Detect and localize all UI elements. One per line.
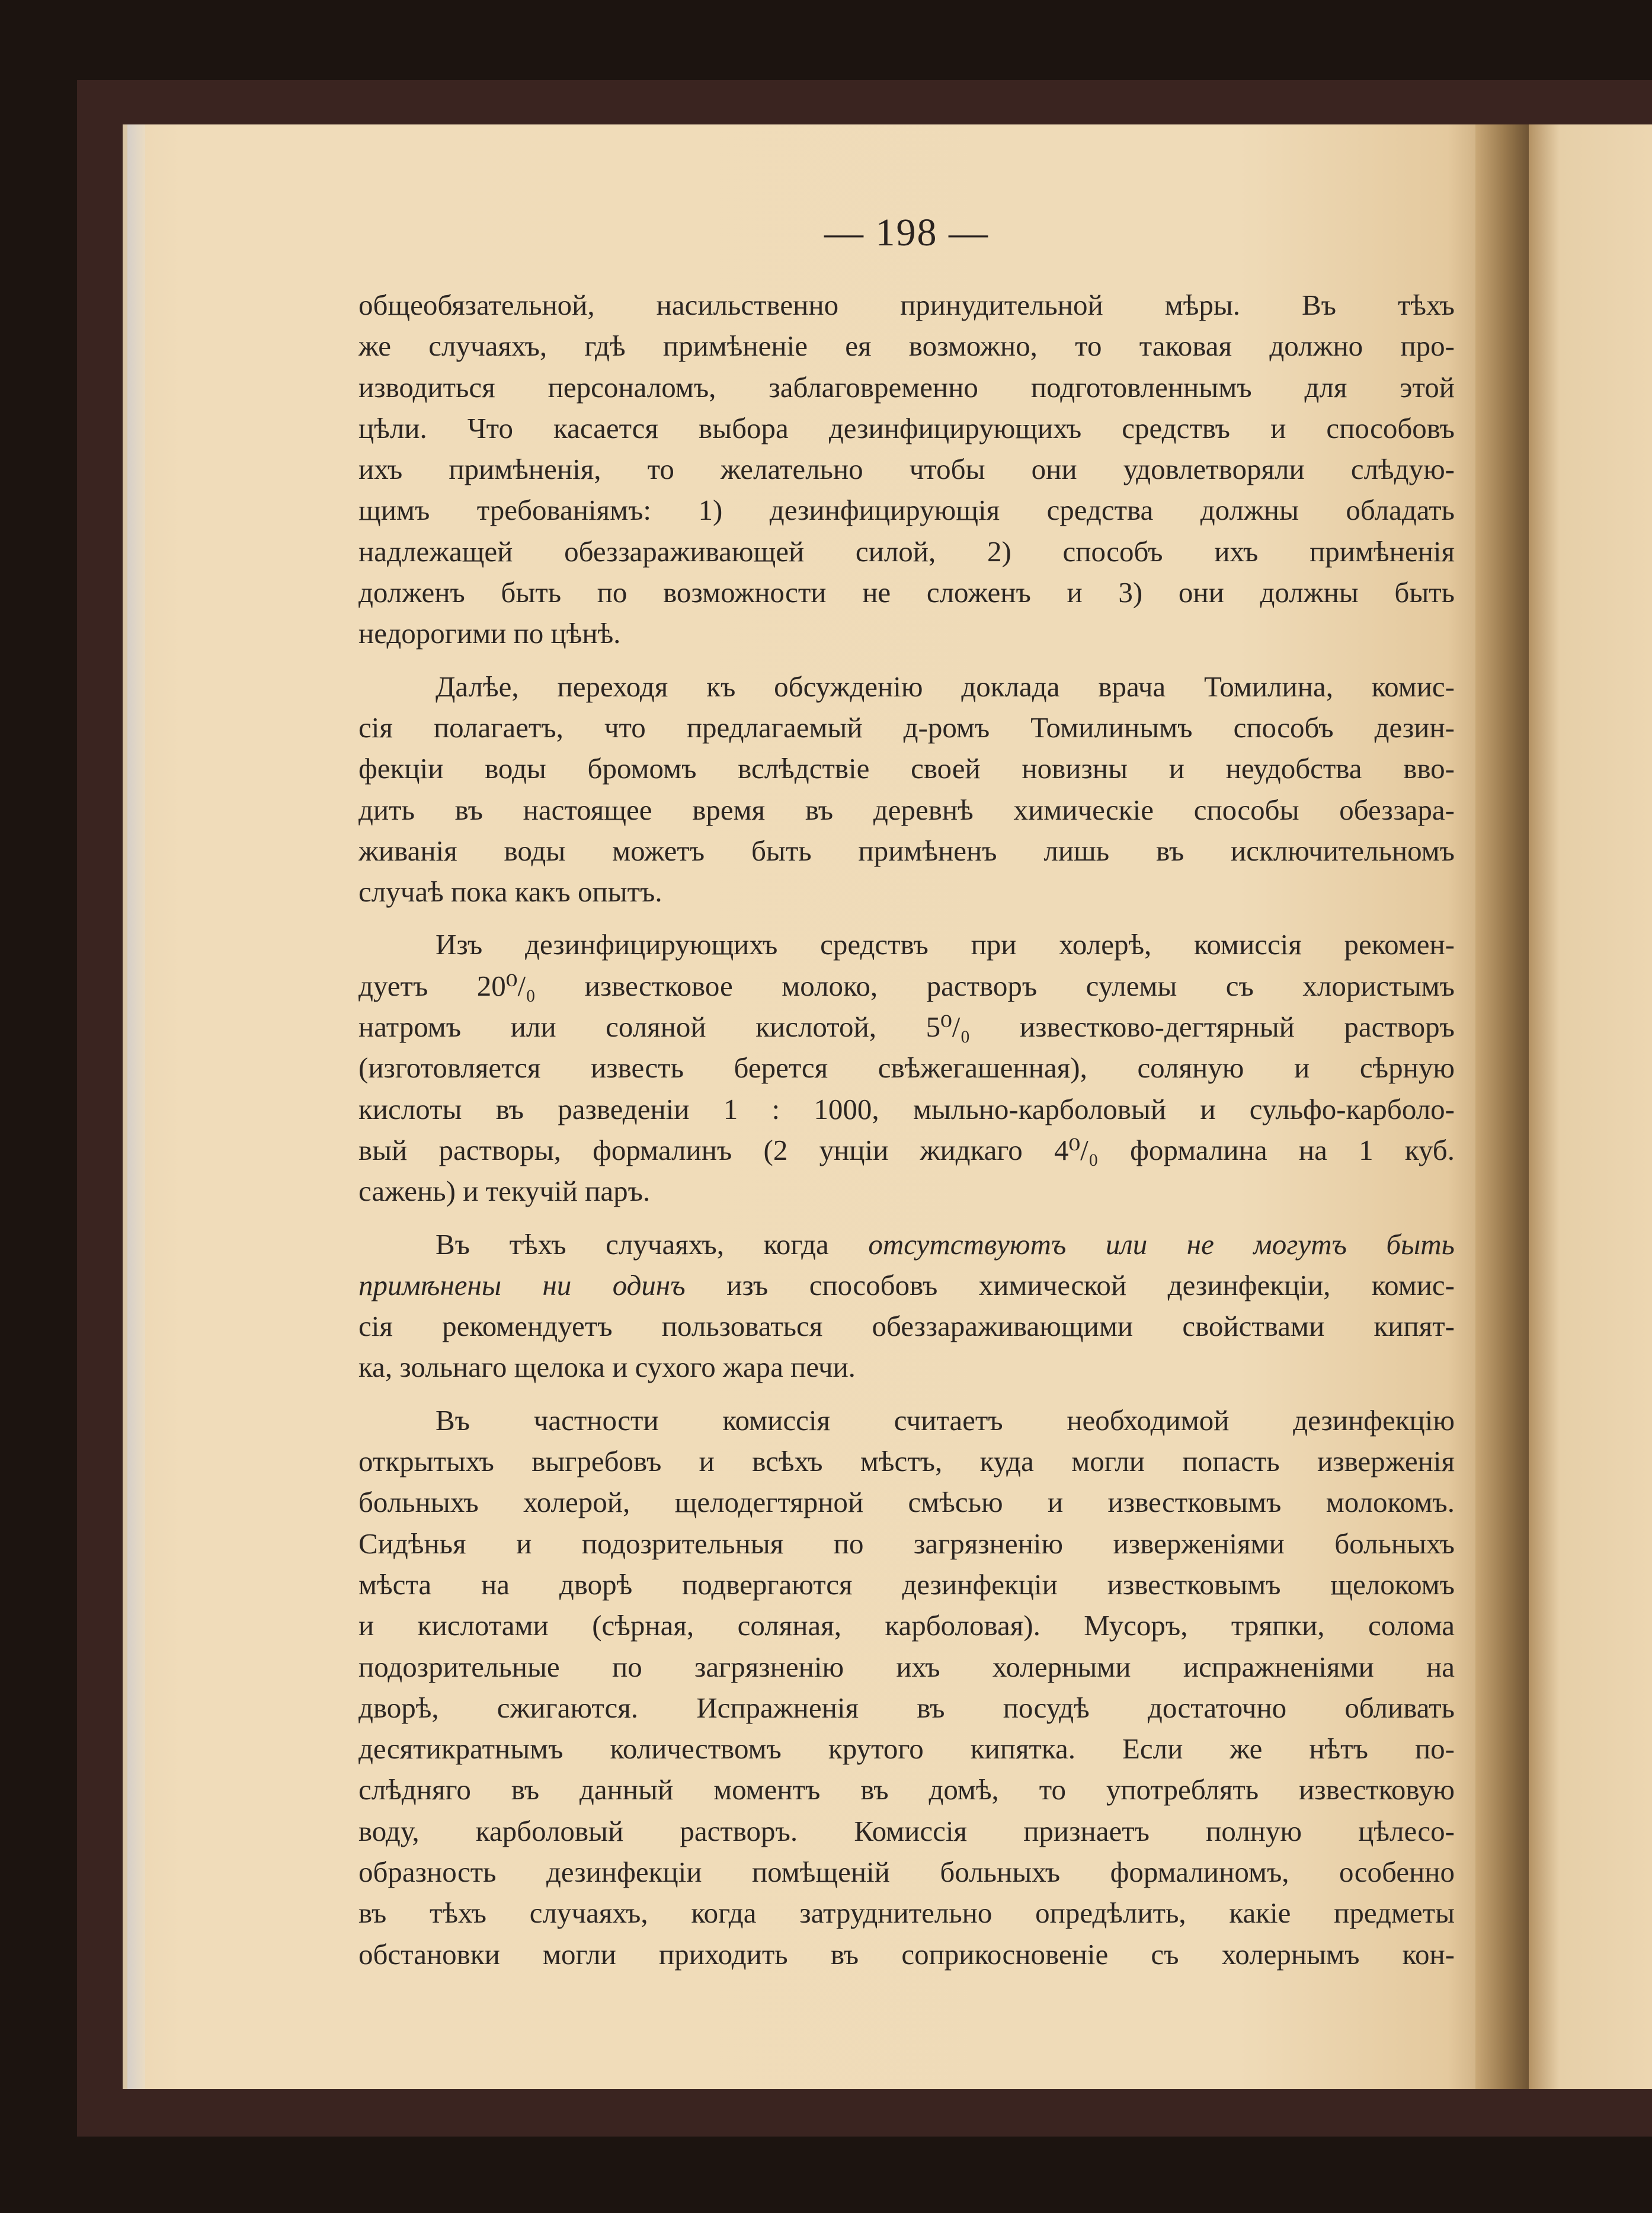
left-page-edge [127,124,145,2089]
text-line: недорогими по цѣнѣ. [358,617,621,650]
text-line: въ тѣхъ случаяхъ, когда затруднительно опредѣлить, какіе предметы [358,1897,1455,1930]
text-line: общеобязательной, насильственно принудительной мѣры. Въ тѣхъ [358,289,1455,321]
text-line: обстановки могли приходить въ соприкосновеніе съ холернымъ кон- [358,1937,1455,1971]
text-line: Въ частности комиссія считаетъ необходимой дезинфекцію [436,1403,1455,1437]
italic-emphasis: примѣнены ни одинъ [358,1268,686,1301]
text-line: дворѣ, сжигаются. Испражненія въ посудѣ достаточно обливать [358,1691,1455,1724]
text-line: ихъ примѣненія, то желательно чтобы они удовлетворяли слѣдую- [358,453,1455,486]
left-page-text [358,284,1455,1975]
text-line: щимъ требованіямъ: 1) дезинфицирующія средства должны обладать [358,494,1455,527]
book-gutter [1475,124,1529,2089]
paragraph-gap [358,1212,1455,1224]
text-span: изъ способовъ химической дезинфекціи, комис- [685,1268,1455,1301]
text-line: кислоты въ разведеніи 1 : 1000, мыльно-карболовый и сульфо-карболо- [358,1092,1455,1125]
paragraph-gap [358,654,1455,666]
text-line: случаѣ пока какъ опытъ. [358,875,662,909]
text-line: (изготовляется известь берется свѣжегашенная), соляную и сѣрную [358,1051,1455,1085]
text-line: слѣдняго въ данный моментъ въ домѣ, то употреблять известковую [358,1773,1455,1806]
text-line: вый растворы, формалинъ (2 унціи жидкаго 4⁰/₀ формалина на 1 куб. [358,1133,1455,1166]
text-line: фекціи воды бромомъ вслѣдствіе своей новизны и неудобства вво- [358,752,1455,785]
text-line [358,1224,1455,1265]
text-line: сажень) и текучій паръ. [358,1175,651,1208]
paragraph-gap [358,912,1455,924]
text-line: сія рекомендуетъ пользоваться обеззараживающими свойствами кипят- [358,1310,1455,1343]
text-line: надлежащей обеззараживающей силой, 2) способъ ихъ примѣненія [358,535,1455,568]
text-line: натромъ или соляной кислотой, 5⁰/₀ известково-дегтярный растворъ [358,1010,1455,1044]
text-line: же случаяхъ, гдѣ примѣненіе ея возможно, то таковая должно про- [358,330,1455,363]
text-line: ка, зольнаго щелока и сухого жара печи. [358,1351,856,1384]
text-line: живанія воды можетъ быть примѣненъ лишь въ исключительномъ [358,834,1455,867]
text-line: дуетъ 20⁰/₀ известковое молоко, растворъ сулемы съ хлористымъ [358,969,1455,1002]
text-line: долженъ быть по возможности не сложенъ и 3) они должны быть [358,576,1455,609]
page-number: — 198 — [824,211,989,254]
text-line: подозрительные по загрязненію ихъ холерными испражненіями на [358,1650,1455,1683]
text-line: больныхъ холерой, щелодегтярной смѣсью и известковымъ молокомъ. [358,1486,1455,1519]
text-line: Далѣе, переходя къ обсужденію доклада врача Томилина, комис- [436,670,1455,703]
text-line: дить въ настоящее время въ деревнѣ химическіе способы обеззара- [358,793,1455,826]
text-line: образность дезинфекціи помѣщеній больныхъ формалиномъ, особенно [358,1855,1455,1888]
text-line: десятикратнымъ количествомъ крутого кипятка. Если же нѣтъ по- [358,1732,1455,1766]
text-line: Сидѣнья и подозрительныя по загрязненію изверженіями больныхъ [358,1527,1455,1560]
text-line: открытыхъ выгребовъ и всѣхъ мѣстъ, куда могли попасть изверженія [358,1445,1455,1478]
text-line: сія полагаетъ, что предлагаемый д-ромъ Томилинымъ способъ дезин- [358,711,1455,744]
text-line: мѣста на дворѣ подвергаются дезинфекціи известковымъ щелокомъ [358,1568,1455,1601]
text-line: воду, карболовый растворъ. Комиссія признаетъ полную цѣлесо- [358,1814,1455,1847]
text-line: изводиться персоналомъ, заблаговременно подготовленнымъ для этой [358,370,1455,404]
paragraph-gap [358,1388,1455,1400]
italic-emphasis: отсутствуютъ или не могутъ быть [868,1227,1455,1261]
text-line: и кислотами (сѣрная, соляная, карболовая). Мусоръ, тряпки, солома [358,1609,1455,1642]
text-line [358,1265,1455,1306]
text-line: цѣли. Что касается выбора дезинфицирующихъ средствъ и способовъ [358,411,1455,444]
text-line: Изъ дезинфицирующихъ средствъ при холерѣ, комиссія рекомен- [436,928,1455,961]
text-span: Въ тѣхъ случаяхъ, когда [436,1227,869,1261]
right-page [1529,124,1652,2089]
